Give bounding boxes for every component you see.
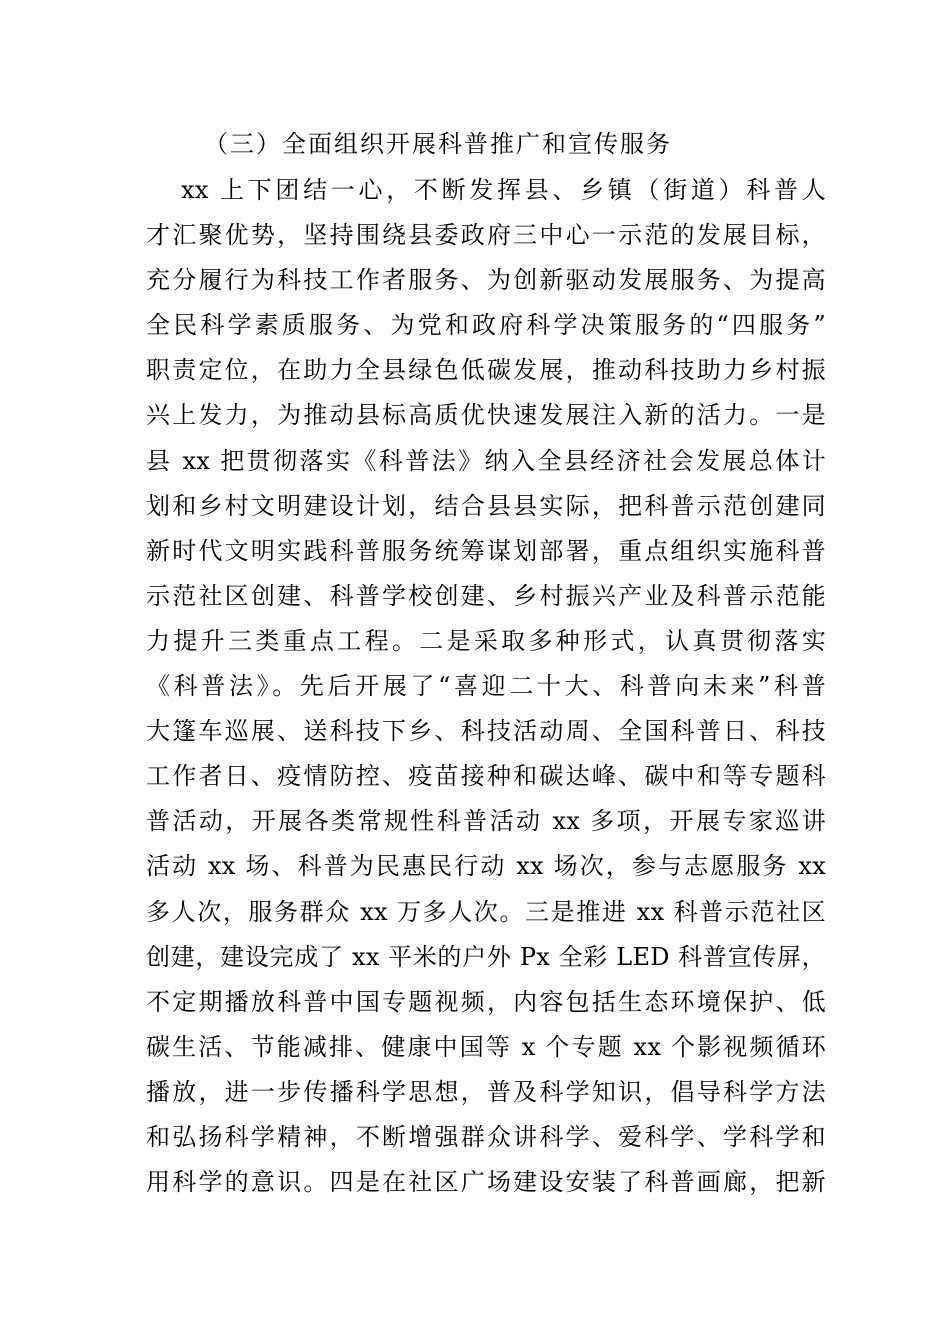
text-line: 大篷车巡展、送科技下乡、科技活动周、全国科普日、科技 [146,717,826,746]
text-line: 新时代文明实践科普服务统筹谋划部署，重点组织实施科普 [146,536,826,565]
text-line: 力提升三类重点工程。二是采取多种形式，认真贯彻落实 [146,626,826,655]
text-line: 普活动，开展各类常规性科普活动 xx 多项，开展专家巡讲 [146,807,826,836]
text-line: 划和乡村文明建设计划，结合县县实际，把科普示范创建同 [146,491,826,520]
text-line: 不定期播放科普中国专题视频，内容包括生态环境保护、低 [146,987,826,1016]
text-line: 兴上发力，为推动县标高质优快速发展注入新的活力。一是 [146,401,826,430]
text-line: 《科普法》。先后开展了“喜迎二十大、科普向未来”科普 [146,672,826,701]
text-line: 才汇聚优势，坚持围绕县委政府三中心一示范的发展目标， [146,221,826,250]
text-line: xx 上下团结一心，不断发挥县、乡镇（街道）科普人 [181,176,826,204]
text-line: 活动 xx 场、科普为民惠民行动 xx 场次，参与志愿服务 xx [146,852,826,881]
text-line: 充分履行为科技工作者服务、为创新驱动发展服务、为提高 [146,266,826,295]
text-line: 多人次，服务群众 xx 万多人次。三是推进 xx 科普示范社区 [146,897,826,926]
text-line: 职责定位，在助力全县绿色低碳发展，推动科技助力乡村振 [146,356,826,385]
text-line: 全民科学素质服务、为党和政府科学决策服务的“四服务” [146,311,826,340]
text-line: 播放，进一步传播科学思想，普及科学知识，倡导科学方法 [146,1077,826,1106]
text-line: 和弘扬科学精神，不断增强群众讲科学、爱科学、学科学和 [146,1122,826,1151]
text-line: 工作者日、疫情防控、疫苗接种和碳达峰、碳中和等专题科 [146,762,826,791]
text-line: 示范社区创建、科普学校创建、乡村振兴产业及科普示范能 [146,581,826,610]
text-line: 创建，建设完成了 xx 平米的户外 Px 全彩 LED 科普宣传屏， [146,942,826,971]
body-paragraph [146,168,826,1205]
section-heading: （三）全面组织开展科普推广和宣传服务 [204,130,672,158]
text-line: 碳生活、节能减排、健康中国等 x 个专题 xx 个影视频循环 [146,1032,826,1061]
text-line: 县 xx 把贯彻落实《科普法》纳入全县经济社会发展总体计 [146,446,826,475]
text-line: 用科学的意识。四是在社区广场建设安装了科普画廊，把新 [146,1168,826,1197]
